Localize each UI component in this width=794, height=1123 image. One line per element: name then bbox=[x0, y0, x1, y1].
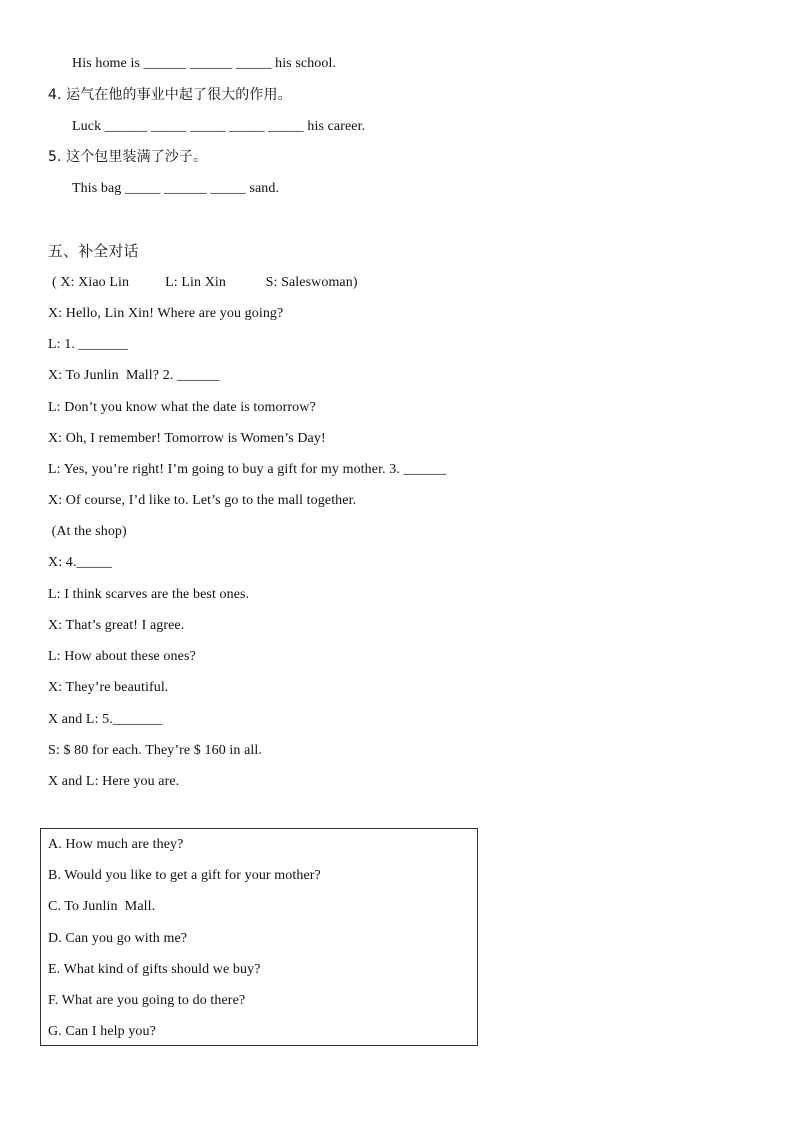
dialogue-line: L: 1. _______ bbox=[48, 337, 129, 352]
option-item: G. Can I help you? bbox=[48, 1024, 156, 1039]
option-item: B. Would you like to get a gift for your mother? bbox=[48, 868, 321, 883]
option-item: C. To Junlin Mall. bbox=[48, 899, 156, 914]
dialogue-line: X: 4._____ bbox=[48, 555, 112, 570]
option-item: D. Can you go with me? bbox=[48, 931, 188, 946]
option-item: F. What are you going to do there? bbox=[48, 993, 246, 1008]
dialogue-line: S: $ 80 for each. They’re $ 160 in all. bbox=[48, 743, 262, 758]
section-title: 五、补全对话 bbox=[48, 242, 139, 260]
option-item: E. What kind of gifts should we buy? bbox=[48, 962, 261, 977]
item4-prompt: 4. 运气在他的事业中起了很大的作用。 bbox=[48, 87, 292, 103]
dialogue-line: X: Oh, I remember! Tomorrow is Women’s Day! bbox=[48, 431, 326, 446]
dialogue-line: L: How about these ones? bbox=[48, 649, 196, 664]
dialogue-line: X and L: Here you are. bbox=[48, 774, 180, 789]
cast-list: ( X: Xiao Lin L: Lin Xin S: Saleswoman) bbox=[52, 275, 358, 290]
item5-sentence: This bag _____ ______ _____ sand. bbox=[72, 181, 280, 196]
dialogue-line: X: That’s great! I agree. bbox=[48, 618, 185, 633]
dialogue-line: X: To Junlin Mall? 2. ______ bbox=[48, 368, 220, 383]
item4-sentence: Luck ______ _____ _____ _____ _____ his career. bbox=[72, 119, 366, 134]
dialogue-line: X: They’re beautiful. bbox=[48, 680, 169, 695]
item3-sentence: His home is ______ ______ _____ his school. bbox=[72, 56, 337, 71]
dialogue-line: X and L: 5._______ bbox=[48, 712, 163, 727]
dialogue-line: X: Of course, I’d like to. Let’s go to the mall together. bbox=[48, 493, 357, 508]
dialogue-line: X: Hello, Lin Xin! Where are you going? bbox=[48, 306, 284, 321]
option-item: A. How much are they? bbox=[48, 837, 184, 852]
dialogue-line: L: I think scarves are the best ones. bbox=[48, 587, 250, 602]
dialogue-line: L: Don’t you know what the date is tomorrow? bbox=[48, 400, 316, 415]
stage-direction: (At the shop) bbox=[48, 524, 127, 539]
item5-prompt: 5. 这个包里装满了沙子。 bbox=[48, 149, 208, 165]
dialogue-line: L: Yes, you’re right! I’m going to buy a gift for my mother. 3. ______ bbox=[48, 462, 447, 477]
